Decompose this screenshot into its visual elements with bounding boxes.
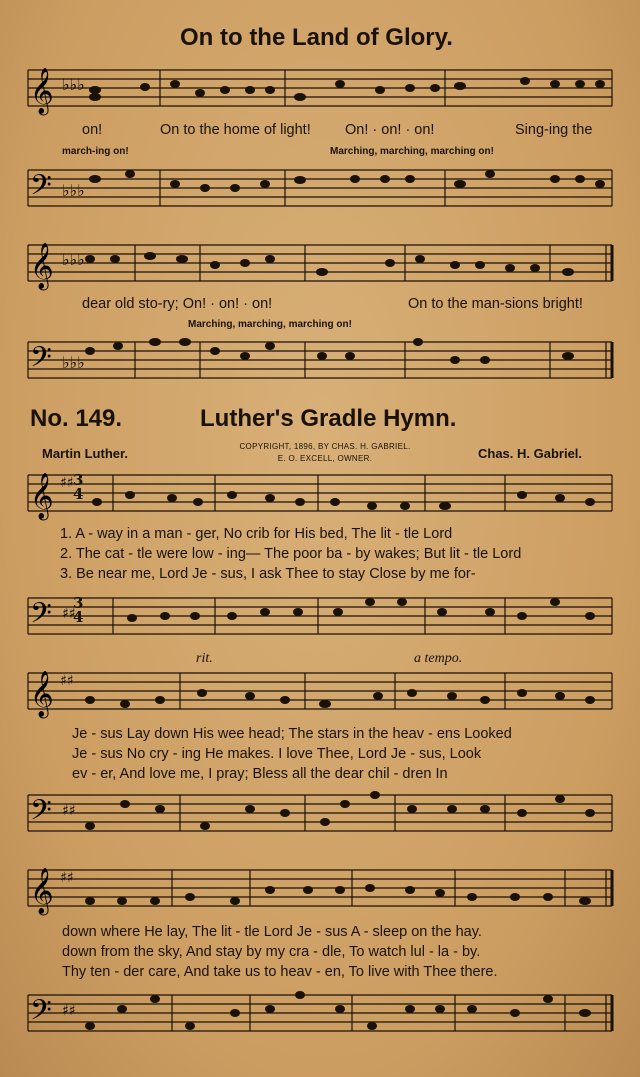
staff-hymn149-system-2-bass <box>0 785 640 845</box>
staff-hymn149-system-1-treble <box>0 465 640 525</box>
hymn-title: On to the Land of Glory. <box>180 24 453 51</box>
time-signature <box>73 473 83 501</box>
verse-line: ev - er, And love me, I pray; Bless all the dear chil - dren In <box>72 766 448 782</box>
verse-line: 3. Be near me, Lord Je - sus, I ask Thee to stay Close by me for- <box>60 566 476 582</box>
verse-line: 2. The cat - tle were low - ing— The poor ba - by wakes; But lit - tle Lord <box>60 546 522 562</box>
lyric-line: On! · on! · on! <box>345 122 435 138</box>
svg-text:𝄞: 𝄞 <box>30 68 54 114</box>
svg-text:𝄢: 𝄢 <box>30 341 52 381</box>
time-signature-bottom: 4 <box>73 485 84 503</box>
hymn-title: Luther's Gradle Hymn. <box>200 405 457 432</box>
svg-text:♭♭♭: ♭♭♭ <box>62 353 85 372</box>
staff-hymn149-system-1-bass <box>0 588 640 648</box>
staff-system-2-treble <box>0 235 640 295</box>
sub-lyric: Marching, marching, marching on! <box>330 146 494 157</box>
svg-text:𝄢: 𝄢 <box>30 794 52 834</box>
verse-line: Je - sus Lay down His wee head; The stars in the heav - ens Looked <box>72 726 512 742</box>
staff-system-2-bass <box>0 332 640 392</box>
verse-line: down from the sky, And stay by my cra - dle, To watch lul - la - by. <box>62 944 481 960</box>
svg-text:♭♭♭: ♭♭♭ <box>62 181 85 200</box>
svg-text:♯♯: ♯♯ <box>60 673 74 689</box>
svg-text:𝄢: 𝄢 <box>30 994 52 1034</box>
svg-text:𝄞: 𝄞 <box>30 868 54 914</box>
svg-text:♯♯: ♯♯ <box>60 475 74 491</box>
svg-text:𝄞: 𝄞 <box>30 671 54 717</box>
lyric-line: on! <box>82 122 103 138</box>
time-signature-bottom: 4 <box>73 608 84 626</box>
lyric-line: Sing-ing the <box>515 122 593 138</box>
copyright-line: E. O. EXCELL, OWNER. <box>277 454 373 463</box>
svg-text:𝄢: 𝄢 <box>30 597 52 637</box>
staff-system-1-treble <box>0 60 640 120</box>
hymn-number: No. 149. <box>30 405 123 432</box>
svg-text:♯♯: ♯♯ <box>60 870 74 886</box>
sub-lyric: march-ing on! <box>62 146 129 157</box>
staff-hymn149-system-3-treble <box>0 860 640 920</box>
svg-text:𝄞: 𝄞 <box>30 473 54 519</box>
author: Martin Luther. <box>42 446 128 461</box>
svg-text:♯♯: ♯♯ <box>62 1003 76 1019</box>
time-signature-top: 3 <box>73 594 84 612</box>
lyric-line: On to the home of light! <box>160 122 311 138</box>
lyric-line: On to the man-sions bright! <box>408 296 583 312</box>
sub-lyric: Marching, marching, marching on! <box>188 319 352 330</box>
time-signature-top: 3 <box>73 471 84 489</box>
svg-text:𝄢: 𝄢 <box>30 169 52 209</box>
time-signature <box>73 596 83 624</box>
svg-text:♭♭♭: ♭♭♭ <box>62 75 85 94</box>
svg-text:♯♯: ♯♯ <box>62 606 76 622</box>
staff-hymn149-system-3-bass <box>0 985 640 1055</box>
verse-line: 1. A - way in a man - ger, No crib for His bed, The lit - tle Lord <box>60 526 453 542</box>
staff-system-1-bass <box>0 160 640 220</box>
staff-hymn149-system-2-treble <box>0 663 640 723</box>
lyric-line: dear old sto-ry; On! · on! · on! <box>82 296 273 312</box>
svg-text:𝄞: 𝄞 <box>30 243 54 289</box>
verse-line: Je - sus No cry - ing He makes. I love Thee, Lord Je - sus, Look <box>72 746 482 762</box>
verse-line: Thy ten - der care, And take us to heav - en, To live with Thee there. <box>62 964 498 980</box>
tempo-mark-a-tempo: a tempo. <box>414 651 463 666</box>
svg-text:♯♯: ♯♯ <box>62 803 76 819</box>
svg-text:♭♭♭: ♭♭♭ <box>62 250 85 269</box>
tempo-mark-rit: rit. <box>196 651 213 666</box>
composer: Chas. H. Gabriel. <box>478 446 583 461</box>
verse-line: down where He lay, The lit - tle Lord Je - sus A - sleep on the hay. <box>62 924 482 940</box>
copyright-line: COPYRIGHT, 1896, BY CHAS. H. GABRIEL. <box>239 442 411 451</box>
